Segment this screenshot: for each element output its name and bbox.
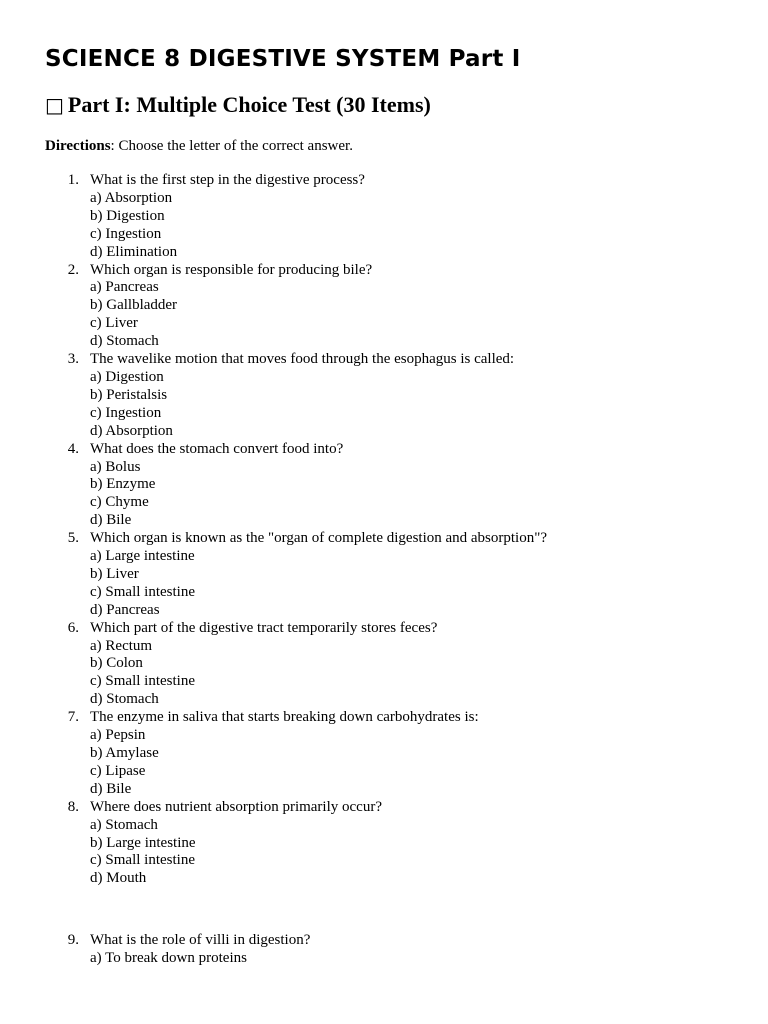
answer-option: a) Absorption <box>90 189 173 206</box>
answer-option: d) Absorption <box>90 422 173 439</box>
question-text: Where does nutrient absorption primarily occur? <box>90 798 382 815</box>
answer-option: c) Liver <box>90 315 138 332</box>
section-heading <box>45 90 431 120</box>
answer-option: a) Bolus <box>90 458 141 475</box>
question-text: Which organ is responsible for producing bile? <box>90 261 373 278</box>
question-item <box>0 932 547 968</box>
answer-option: d) Bile <box>90 512 132 529</box>
answer-option: c) Ingestion <box>90 225 162 242</box>
answer-option: b) Peristalsis <box>90 386 168 403</box>
section-heading-text: Part I: Multiple Choice Test (30 Items) <box>67 92 431 117</box>
answer-option: d) Mouth <box>90 870 147 887</box>
answer-option: b) Amylase <box>90 745 159 761</box>
question-text: The wavelike motion that moves food through the esophagus is called: <box>90 351 515 368</box>
question-item <box>0 172 547 262</box>
question-number: 7. <box>67 709 79 726</box>
answer-option: d) Pancreas <box>90 601 160 618</box>
question-item <box>0 351 547 441</box>
question-number: 4. <box>67 440 79 457</box>
answer-option: d) Stomach <box>90 333 159 350</box>
answer-option: b) Enzyme <box>90 476 156 493</box>
question-text: What does the stomach convert food into? <box>90 440 344 457</box>
document-title: SCIENCE 8 DIGESTIVE SYSTEM Part I <box>45 46 521 72</box>
answer-option: c) Small intestine <box>90 673 195 690</box>
answer-option: c) Ingestion <box>90 404 162 421</box>
placeholder-box-icon: □ <box>45 93 64 117</box>
question-item <box>0 441 547 531</box>
answer-option: b) Liver <box>90 565 139 582</box>
answer-option: b) Digestion <box>90 207 165 224</box>
question-number: 3. <box>67 351 79 368</box>
answer-option: b) Gallbladder <box>90 297 178 314</box>
answer-option: d) Elimination <box>90 243 178 260</box>
directions-text: : Choose the letter of the correct answer. <box>110 138 353 154</box>
question-list <box>0 172 547 968</box>
directions-label: Directions <box>45 138 111 154</box>
question-item <box>0 709 547 799</box>
question-item <box>0 620 547 710</box>
question-number: 1. <box>67 172 79 188</box>
question-text: Which part of the digestive tract temporarily stores feces? <box>90 619 438 636</box>
question-item <box>0 799 547 889</box>
answer-option: a) Pepsin <box>90 727 146 744</box>
answer-option: d) Bile <box>90 780 132 797</box>
answer-option: d) Stomach <box>90 691 159 708</box>
question-number: 6. <box>67 619 79 636</box>
question-number: 2. <box>67 261 79 278</box>
question-text: What is the first step in the digestive process? <box>90 172 365 188</box>
answer-option: a) Large intestine <box>90 548 195 565</box>
question-text: The enzyme in saliva that starts breaking down carbohydrates is: <box>90 709 479 726</box>
directions <box>45 136 353 156</box>
answer-option: a) Stomach <box>90 816 158 833</box>
answer-option: c) Lipase <box>90 762 146 779</box>
answer-option: c) Small intestine <box>90 583 195 600</box>
answer-option: c) Small intestine <box>90 852 195 869</box>
answer-option: a) To break down proteins <box>90 950 247 967</box>
question-text: What is the role of villi in digestion? <box>90 932 311 949</box>
answer-option: a) Digestion <box>90 368 164 385</box>
answer-option: c) Chyme <box>90 494 149 511</box>
answer-option: a) Pancreas <box>90 279 159 296</box>
question-text: Which organ is known as the "organ of complete digestion and absorption"? <box>90 530 548 547</box>
question-number: 8. <box>67 798 79 815</box>
answer-option: b) Colon <box>90 655 143 672</box>
answer-option: a) Rectum <box>90 637 153 654</box>
question-item <box>0 530 547 620</box>
question-item <box>0 262 547 352</box>
answer-option: b) Large intestine <box>90 834 196 851</box>
question-number: 5. <box>67 530 79 547</box>
question-number: 9. <box>67 932 79 949</box>
